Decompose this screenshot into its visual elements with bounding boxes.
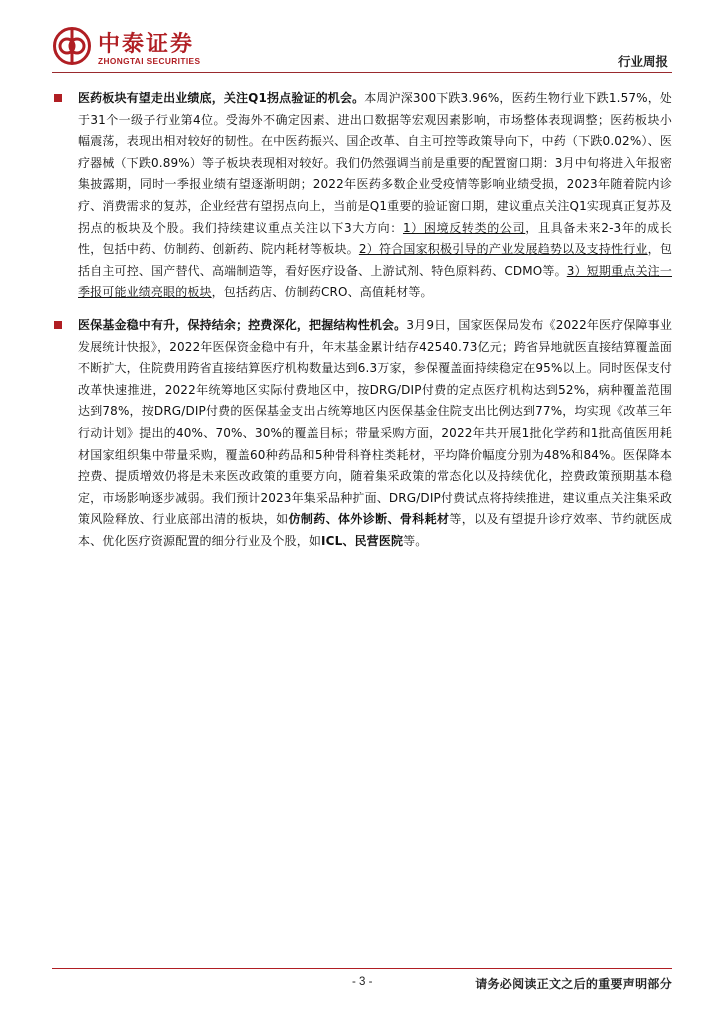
company-logo <box>52 26 242 70</box>
page-number: - 3 - <box>352 976 373 988</box>
footer-disclaimer: 请务必阅读正文之后的重要声明部分 <box>475 977 672 991</box>
underlined-direction-2: 2）符合国家积极引导的产业发展趋势以及支持性行业 <box>358 242 648 257</box>
text-run: ，包括药店、仿制药CRO、高值耗材等。 <box>211 285 433 300</box>
paragraph-medical-insurance <box>52 315 672 553</box>
bold-sectors: ICL、民营医院 <box>321 533 404 548</box>
logo-english-name: ZHONGTAI SECURITIES <box>98 56 201 66</box>
zhongtai-logo-icon <box>52 26 92 66</box>
text-run: 等。 <box>403 533 428 548</box>
text-run: 3月9日，国家医保局发布《2022年医疗保障事业发展统计快报》，2022年医保资金稳中有升，年末基金累计结存42540.73亿元；跨省异地就医直接结算覆盖面不断扩大，住院费用跨省直接结算医疗机构数量达到6.3万家，参保覆盖面持续稳定在95%以上。同时医保支付改革快速推进，2022年统筹地区实际付费地区中，按DRG/DIP付费的定点医疗机构达到52%，病种覆盖范围达到78%，按DRG/DIP付费的医保基金支出占统筹地区内医保基金住院支出比例达到77%，均实现《改革三年行动计划》提出的40%、70%、30%的覆盖目标；带量采购方面，2022年共开展1批化学药和1批高值医用耗材国家组织集中带量采购，覆盖60种药品和5种骨科脊柱类耗材，平均降价幅度分别为48%和84%。医保降本控费、提质增效仍将是未来医改政策的重要方向，随着集采政策的常态化以及持续优化，控费政策预期基本稳定，市场影响逐步减弱。我们预计2023年集采品种扩面、DRG/DIP付费试点将持续推进，建议重点关注集采政策风险释放、行业底部出清的板块，如 <box>78 317 672 527</box>
bullet-square-icon <box>54 321 62 329</box>
paragraph-pharma-sector <box>52 88 672 304</box>
page-header <box>0 0 724 78</box>
text-run: 等，以及有望提升诊疗效率、节约就医成本、优化医疗资源配置的细分行业及个股，如 <box>78 512 672 548</box>
underlined-direction-3: 3）短期重点关注一季报可能业绩亮眼的板块 <box>78 263 672 300</box>
paragraph-heading: 医药板块有望走出业绩底，关注Q1拐点验证的机会。 <box>78 91 365 105</box>
text-run: ，包括自主可控、国产替代、高端制造等，看好医疗设备、上游试剂、特色原料药、CDMO等。 <box>78 242 672 278</box>
bold-sectors: 仿制药、体外诊断、骨科耗材 <box>288 512 450 527</box>
report-body <box>52 88 672 563</box>
header-divider <box>52 72 672 73</box>
report-type-label: 行业周报 <box>617 54 668 69</box>
underlined-direction-1: 1）困境反转类的公司 <box>402 220 526 235</box>
bullet-square-icon <box>54 94 62 102</box>
text-run: 本周沪深300下跌3.96%，医药生物行业下跌1.57%，处于31个一级子行业第4位。受海外不确定因素、进出口数据等宏观因素影响，市场整体表现调整；医药板块小幅震荡，表现出相对较好的韧性。在中医药振兴、国企改革、自主可控等政策导向下，中药（下跌0.02%）、医疗器械（下跌0.89%）等子板块表现相对较好。我们仍然强调当前是重要的配置窗口期：3月中旬将进入年报密集披露期，同时一季报业绩有望逐渐明朗；2022年医药多数企业受疫情等影响业绩受损，2023年随着院内诊疗、消费需求的复苏，企业经营有望拐点向上，当前是Q1重要的验证窗口期，建议重点关注Q1实现真正复苏及拐点的板块及个股。我们持续建议重点关注以下3大方向： <box>78 91 672 235</box>
paragraph-text <box>78 315 672 553</box>
text-run: ，且具备未来2-3年的成长性，包括中药、仿制药、创新药、院内耗材等板块。 <box>78 220 672 257</box>
footer-divider <box>52 968 672 969</box>
paragraph-heading: 医保基金稳中有升，保持结余；控费深化，把握结构性机会。 <box>78 317 407 332</box>
paragraph-text <box>78 88 672 304</box>
logo-chinese-name: 中泰证券 <box>98 32 195 57</box>
